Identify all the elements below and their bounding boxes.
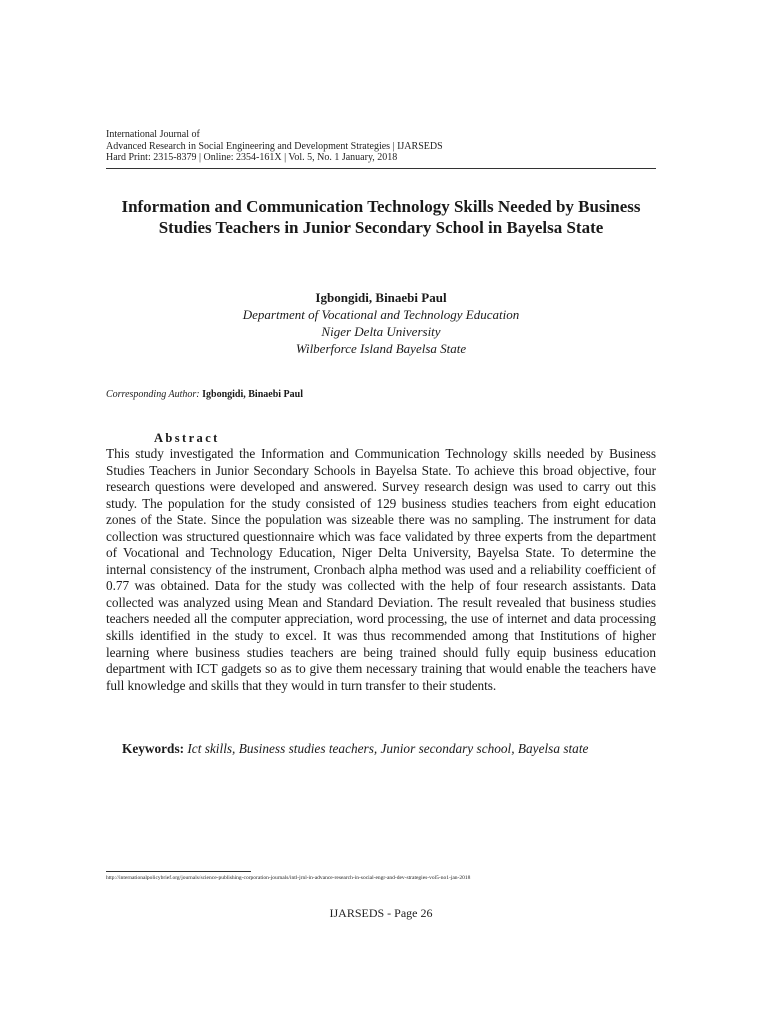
- footnote-url: http://internationalpolicybrief.org/journals/science-publishing-corporation-journals/intl-jrnl-in-advance-research-in-social-engr-and-dev-strategies-vol5-no1-jan-2018: [106, 875, 471, 881]
- author-name: Igbongidi, Binaebi Paul: [315, 290, 447, 305]
- keywords: [122, 740, 662, 757]
- journal-name-line-1: International Journal of: [106, 129, 200, 140]
- keywords-text: Ict skills, Business studies teachers, Junior secondary school, Bayelsa state: [187, 741, 589, 756]
- header-divider: [106, 168, 656, 169]
- affiliation-university: Niger Delta University: [321, 324, 441, 339]
- affiliation-department: Department of Vocational and Technology Education: [242, 307, 520, 322]
- abstract-heading: Abstract: [154, 431, 220, 445]
- journal-issn-line: Hard Print: 2315-8379 | Online: 2354-161X | Vol. 5, No. 1 January, 2018: [106, 152, 398, 163]
- corresponding-author-name: Igbongidi, Binaebi Paul: [202, 389, 303, 400]
- journal-name-line-2: Advanced Research in Social Engineering and Development Strategies | IJARSEDS: [106, 140, 443, 152]
- author-block: [106, 289, 656, 357]
- affiliation-location: Wilberforce Island Bayelsa State: [295, 341, 467, 356]
- footnote-divider: [106, 871, 251, 872]
- journal-header: [106, 129, 656, 164]
- paper-title: Information and Communication Technology Skills Needed by Business Studies Teachers in Junior Secondary School in Bayelsa State: [121, 197, 641, 237]
- corresponding-author-label: Corresponding Author:: [106, 389, 200, 400]
- keywords-label: Keywords:: [122, 741, 185, 756]
- corresponding-author: [106, 389, 303, 401]
- page-number: IJARSEDS - Page 26: [329, 906, 433, 920]
- abstract-body: This study investigated the Information and Communication Technology skills needed by Business Studies Teachers in Junior Secondary Schools in Bayelsa State. To achieve this broad objective, four research questions were developed and answered. Survey research design was used to carry out this study. The population for the study consisted of 129 business studies teachers from eight education zones of the State. Since the population was sizeable there was no sampling. The instrument for data collection was structured questionnaire which was face validated by three experts from the department of Vocational and Technology Education, Niger Delta University, Bayelsa State. To determine the internal consistency of the instrument, Cronbach alpha method was used and a reliability coefficient of 0.77 was obtained. Data for the study was collected with the help of four research assistants. Data collected was analyzed using Mean and Standard Deviation. The result revealed that business studies teachers needed all the computer appreciation, word processing, the use of internet and data processing skills identified in the study to excel. It was thus recommended among that Institutions of higher learning where business studies teachers are being trained should fully equip business education department with ICT gadgets so as to give them necessary training that would enable the teachers have full knowledge and skills that they would in turn transfer to their students.: [106, 446, 656, 693]
